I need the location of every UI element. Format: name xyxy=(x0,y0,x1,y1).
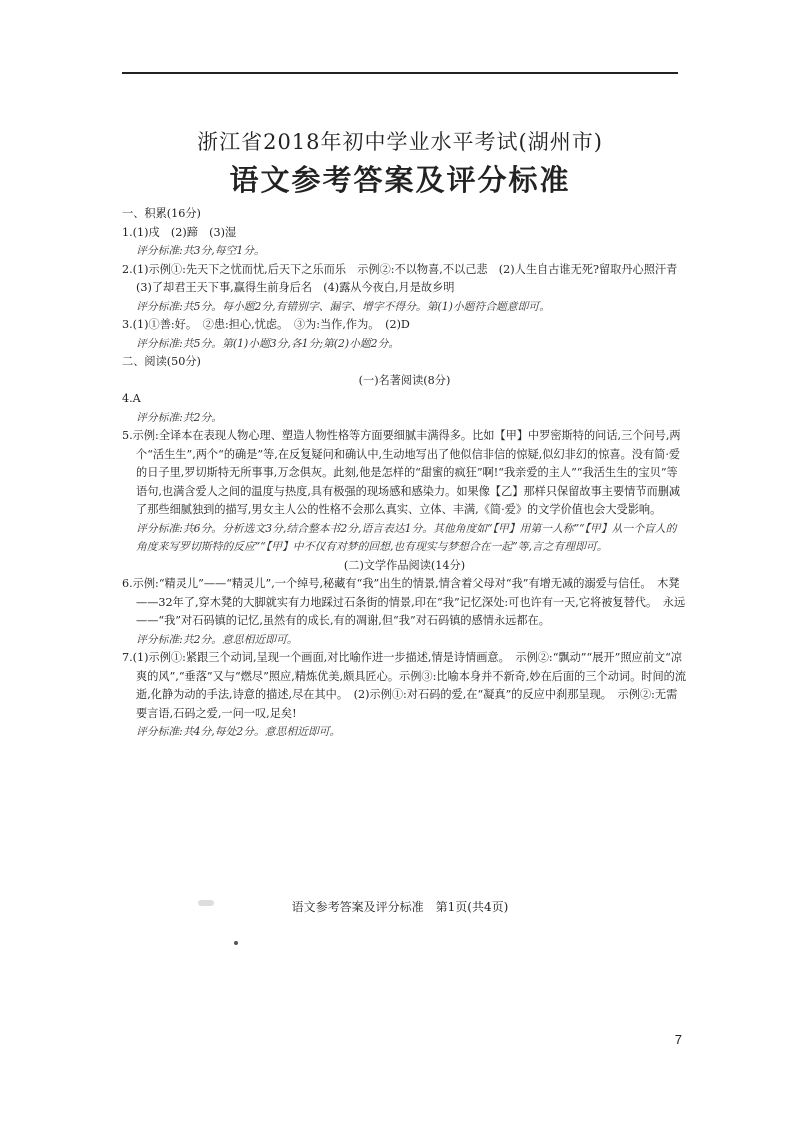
subsection-heading: (一)名著阅读(8分) xyxy=(358,373,451,387)
answer-item: 3.(1)①善:好。 ②患:担心,忧虑。 ③为:当作,作为。 (2)D xyxy=(122,318,410,331)
scoring-note: 评分标准:共5分。第(1)小题3分,各1分;第(2)小题2分。 xyxy=(136,336,400,350)
top-rule xyxy=(122,72,678,74)
scoring-note: 评分标准:共2分。 xyxy=(136,410,223,424)
answer-content xyxy=(122,205,687,742)
answer-item: 5.示例:全译本在表现人物心理、塑造人物性格等方面要细腻丰满得多。比如【甲】中罗密斯特的问话,三个问号,两个“活生生”,两个“的确是”等,在反复疑问和确认中,生动地写出了他似信非信的惊疑,似幻非幻的惊喜。没有简·爱的日子里,罗切斯特无所事事,万念俱灰。此刻,他是怎样的“甜蜜的疯狂”啊!“我亲爱的主人”“我活生生的宝贝”等语句,也满含爱人之间的温度与热度,具有极强的现场感和感染力。如果像【乙】那样只保留故事主要情节而删减了那些细腻独到的描写,男女主人公的性格不会那么真实、立体、丰满,《简·爱》的文学价值也会大受影响。 xyxy=(122,429,681,516)
page-footer: 语文参考答案及评分标准 第1页(共4页) xyxy=(291,900,509,914)
answer-item: 7.(1)示例①:紧跟三个动词,呈现一个画面,对比喻作进一步描述,情是诗情画意。 示例②:“飘动”“展开”照应前文“凉爽的风”,“垂落”又与“燃尽”照应,精炼优美,颇具匠心。示例③:比喻本身并不新奇,妙在后面的三个动词。时间的流逝,化静为动的手法,诗意的描述,尽在其中。 (2)示例①:对石码的爱,在“凝真”的反应中刹那呈现。 示例②:无需要言语,石码之爱,一问一叹,足矣! xyxy=(122,651,687,720)
document-subtitle: 语文参考答案及评分标准 xyxy=(229,163,571,197)
answer-item: 4.A xyxy=(122,392,141,405)
answer-item: 6.示例:“精灵儿”——“精灵儿”,一个绰号,秘藏有“我”出生的情景,情含着父母对“我”有增无减的溺爱与信任。 木凳——32年了,穿木凳的大脚就实有力地踩过石条街的情景,印在“我”记忆深处:可也许有一天,它将被复替代。 永远——“我”对石码镇的记忆,虽然有的成长,有的凋谢,但“我”对石码镇的感情永远都在。 xyxy=(122,577,686,627)
subsection-heading: (二)文学作品阅读(14分) xyxy=(343,558,466,572)
page-number: 7 xyxy=(674,1032,682,1047)
scoring-note: 评分标准:共3分,每空1分。 xyxy=(136,244,265,257)
document-title: 浙江省2018年初中学业水平考试(湖州市) xyxy=(197,130,603,154)
scoring-note: 评分标准:共5分。每小题2分,有错别字、漏字、增字不得分。第(1)小题符合题意即可。 xyxy=(136,299,550,313)
scoring-note: 评分标准:共2分。意思相近即可。 xyxy=(136,632,298,646)
answer-item: 1.(1)戌 (2)蹄 (3)湿 xyxy=(122,225,237,239)
answer-item: 2.(1)示例①:先天下之忧而忧,后天下之乐而乐 示例②:不以物喜,不以己悲 (2)人生自古谁无死?留取丹心照汗青 (3)了却君王天下事,赢得生前身后名 (4)露从今夜白,月是故乡明 xyxy=(122,262,689,294)
section-heading: 二、阅读(50分) xyxy=(122,355,201,368)
section-heading: 一、积累(16分) xyxy=(122,207,201,220)
scan-dot xyxy=(234,941,238,945)
scoring-note: 评分标准:共6分。分析选文3分,结合整本书2分,语言表达1分。其他角度如“【甲】用第一人称”“【甲】从一个盲人的角度来写罗切斯特的反应”“【甲】中不仅有对梦的回想,也有现实与梦想合在一起”等,言之有理即可。 xyxy=(136,521,677,553)
scoring-note: 评分标准:共4分,每处2分。意思相近即可。 xyxy=(136,725,341,738)
